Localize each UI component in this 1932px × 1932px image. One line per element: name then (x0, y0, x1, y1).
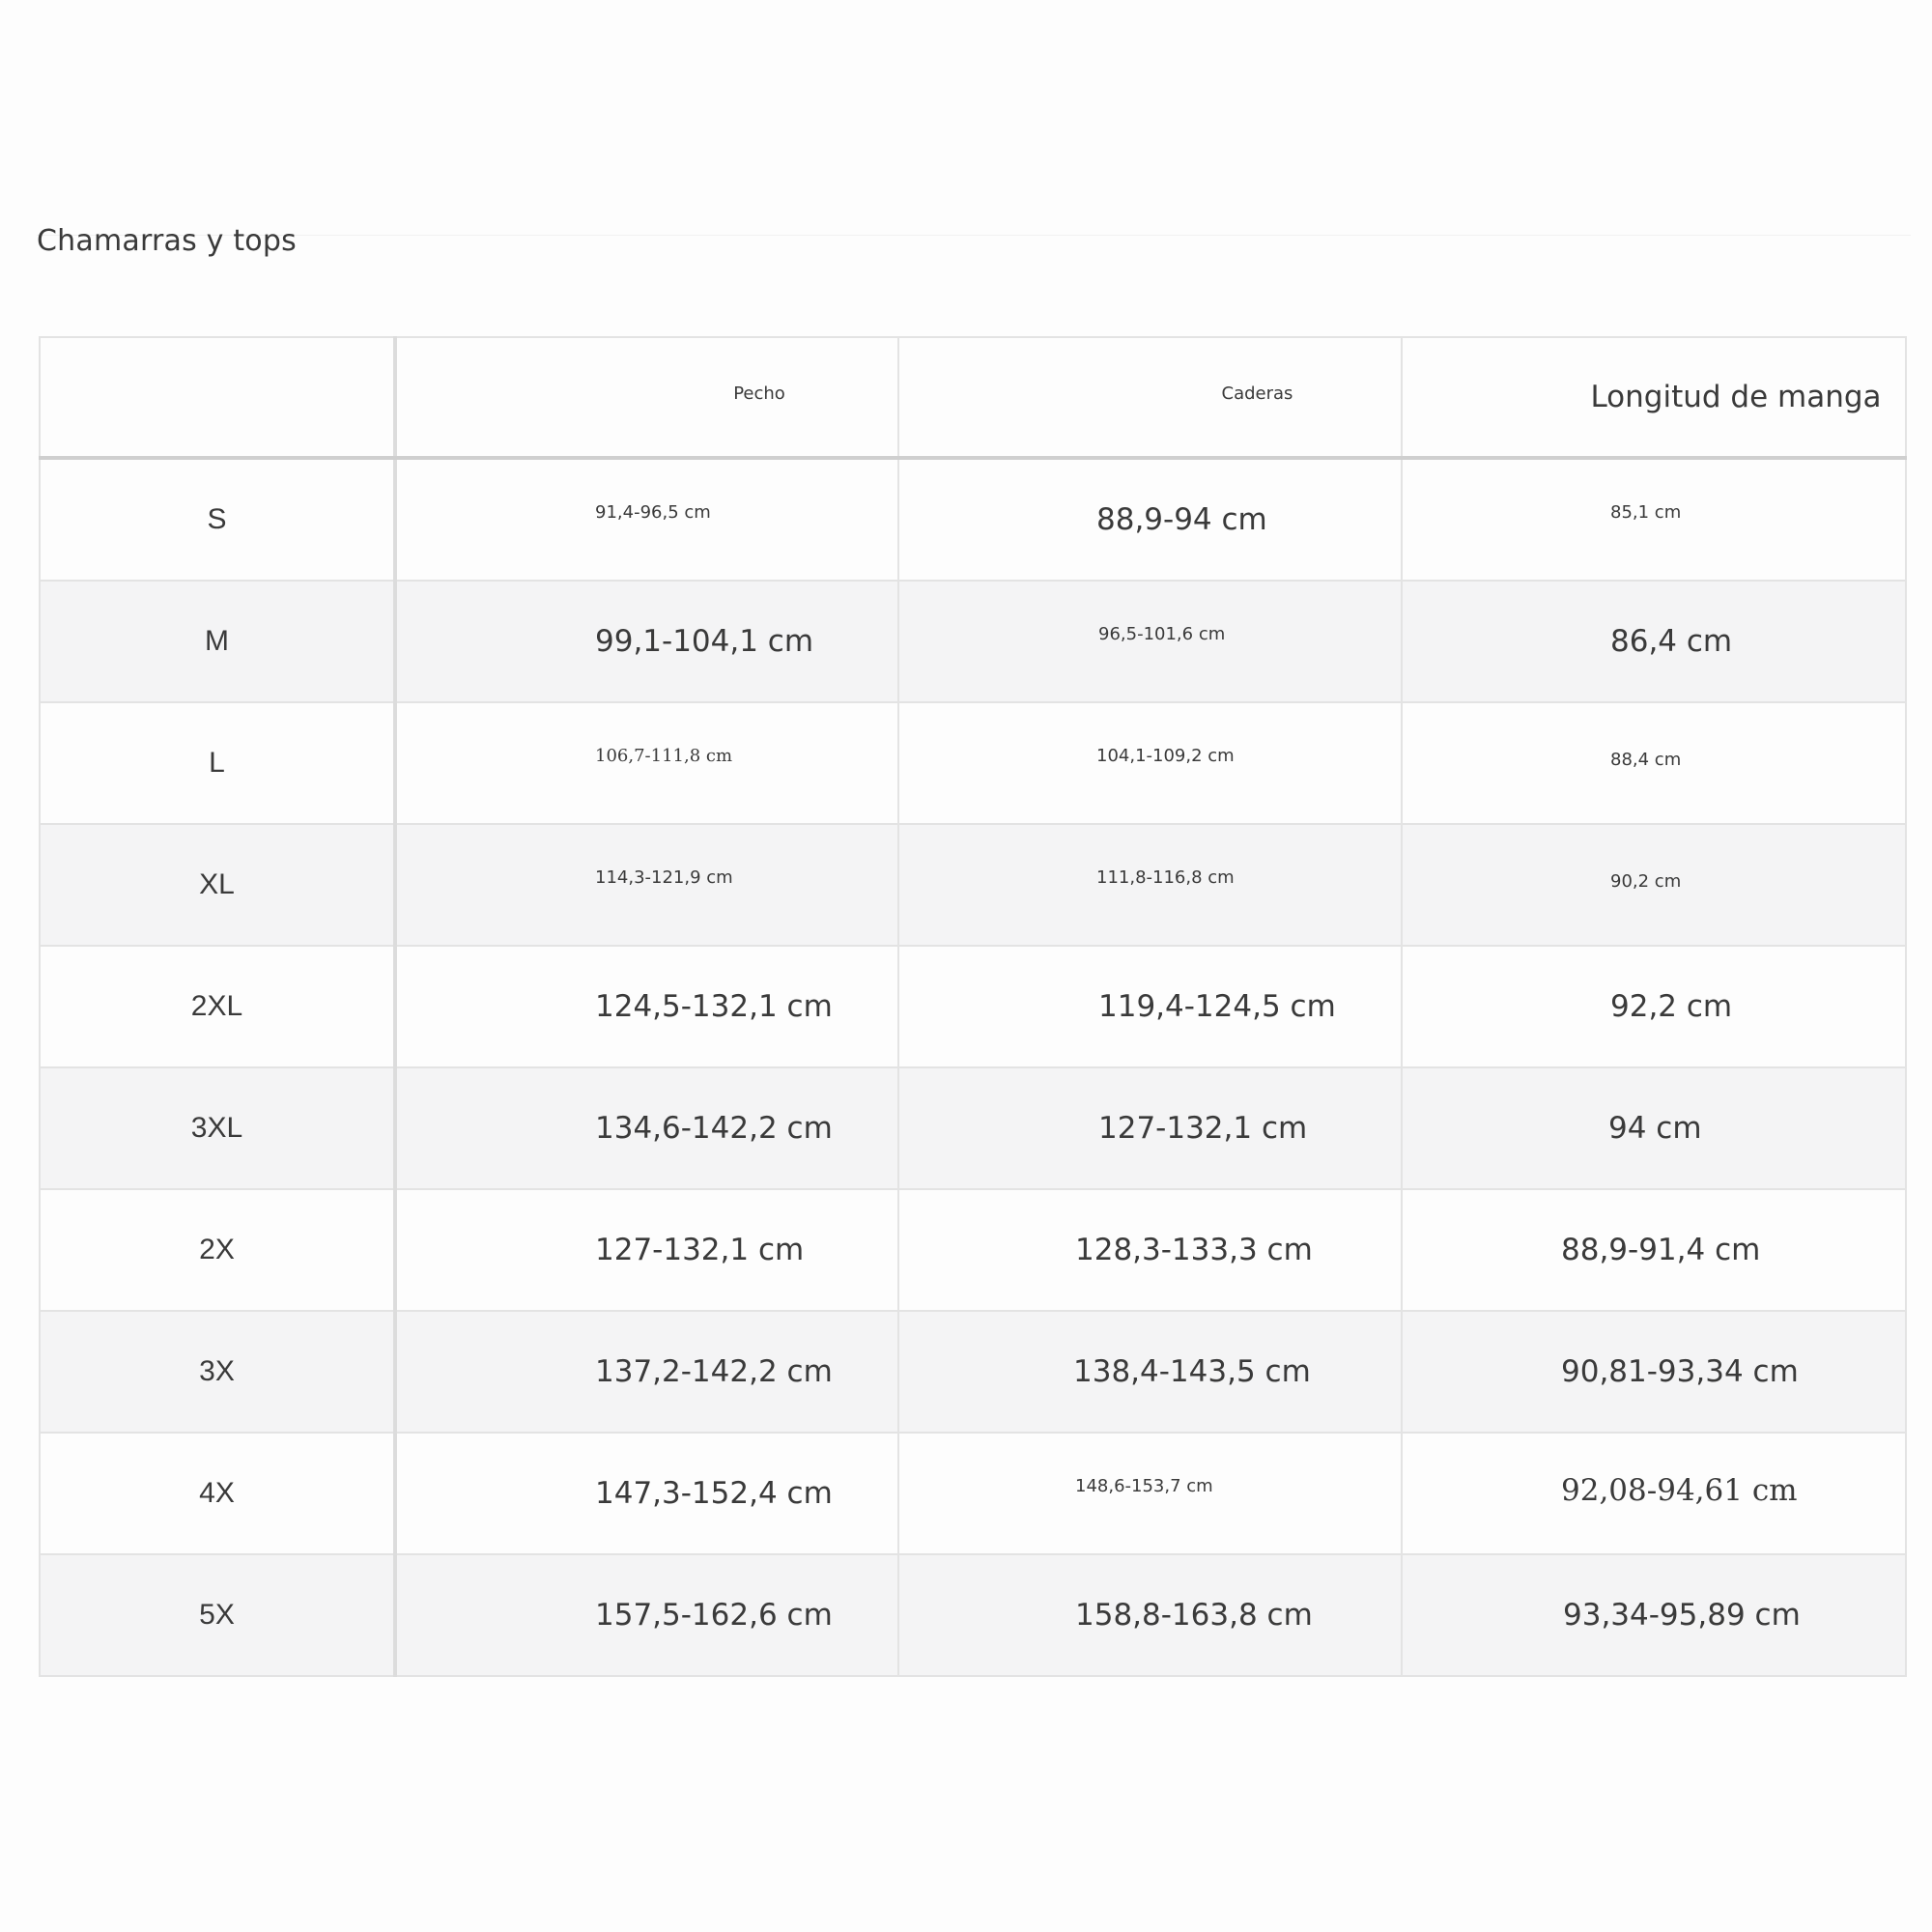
manga-cell: 90,2 cm (1402, 824, 1906, 946)
caderas-cell: 148,6-153,7 cm (898, 1433, 1402, 1554)
size-label: 2XL (40, 946, 395, 1067)
table-row (40, 458, 1906, 581)
table-row (40, 1067, 1906, 1189)
size-label: L (40, 702, 395, 824)
table-row (40, 1311, 1906, 1433)
caderas-cell: 88,9-94 cm (898, 458, 1402, 581)
manga-cell: 88,9-91,4 cm (1402, 1189, 1906, 1311)
header-label: Longitud de manga (1590, 380, 1882, 414)
size-label: 3XL (40, 1067, 395, 1189)
header-caderas (898, 337, 1402, 458)
table-row (40, 946, 1906, 1067)
size-label: S (40, 458, 395, 581)
manga-cell: 94 cm (1402, 1067, 1906, 1189)
manga-cell: 93,34-95,89 cm (1402, 1554, 1906, 1676)
manga-cell: 86,4 cm (1402, 581, 1906, 702)
table-row (40, 1554, 1906, 1676)
page-title: Chamarras y tops (37, 224, 297, 258)
pecho-cell: 137,2-142,2 cm (395, 1311, 898, 1433)
manga-cell: 90,81-93,34 cm (1402, 1311, 1906, 1433)
caderas-cell: 127-132,1 cm (898, 1067, 1402, 1189)
pecho-cell: 106,7-111,8 cm (395, 702, 898, 824)
header-label: Caderas (1221, 383, 1293, 404)
pecho-cell: 124,5-132,1 cm (395, 946, 898, 1067)
size-label: M (40, 581, 395, 702)
header-longitud-manga (1402, 337, 1906, 458)
caderas-cell: 119,4-124,5 cm (898, 946, 1402, 1067)
pecho-cell: 157,5-162,6 cm (395, 1554, 898, 1676)
pecho-cell: 147,3-152,4 cm (395, 1433, 898, 1554)
caderas-cell: 128,3-133,3 cm (898, 1189, 1402, 1311)
caderas-cell: 138,4-143,5 cm (898, 1311, 1402, 1433)
table-row (40, 824, 1906, 946)
header-size (40, 337, 395, 458)
header-pecho (395, 337, 898, 458)
table-header-row (40, 337, 1906, 458)
size-label: 4X (40, 1433, 395, 1554)
divider (37, 235, 1911, 236)
table-row (40, 581, 1906, 702)
table-row (40, 1433, 1906, 1554)
pecho-cell: 91,4-96,5 cm (395, 458, 898, 581)
size-label: 3X (40, 1311, 395, 1433)
table-row (40, 1189, 1906, 1311)
pecho-cell: 114,3-121,9 cm (395, 824, 898, 946)
caderas-cell: 96,5-101,6 cm (898, 581, 1402, 702)
caderas-cell: 111,8-116,8 cm (898, 824, 1402, 946)
table-row (40, 702, 1906, 824)
pecho-cell: 99,1-104,1 cm (395, 581, 898, 702)
size-chart-table (39, 336, 1907, 1677)
size-label: 2X (40, 1189, 395, 1311)
manga-cell: 88,4 cm (1402, 702, 1906, 824)
caderas-cell: 104,1-109,2 cm (898, 702, 1402, 824)
header-label: Pecho (733, 383, 785, 404)
pecho-cell: 127-132,1 cm (395, 1189, 898, 1311)
manga-cell: 85,1 cm (1402, 458, 1906, 581)
pecho-cell: 134,6-142,2 cm (395, 1067, 898, 1189)
size-label: XL (40, 824, 395, 946)
manga-cell: 92,2 cm (1402, 946, 1906, 1067)
size-label: 5X (40, 1554, 395, 1676)
manga-cell: 92,08-94,61 cm (1402, 1433, 1906, 1554)
caderas-cell: 158,8-163,8 cm (898, 1554, 1402, 1676)
